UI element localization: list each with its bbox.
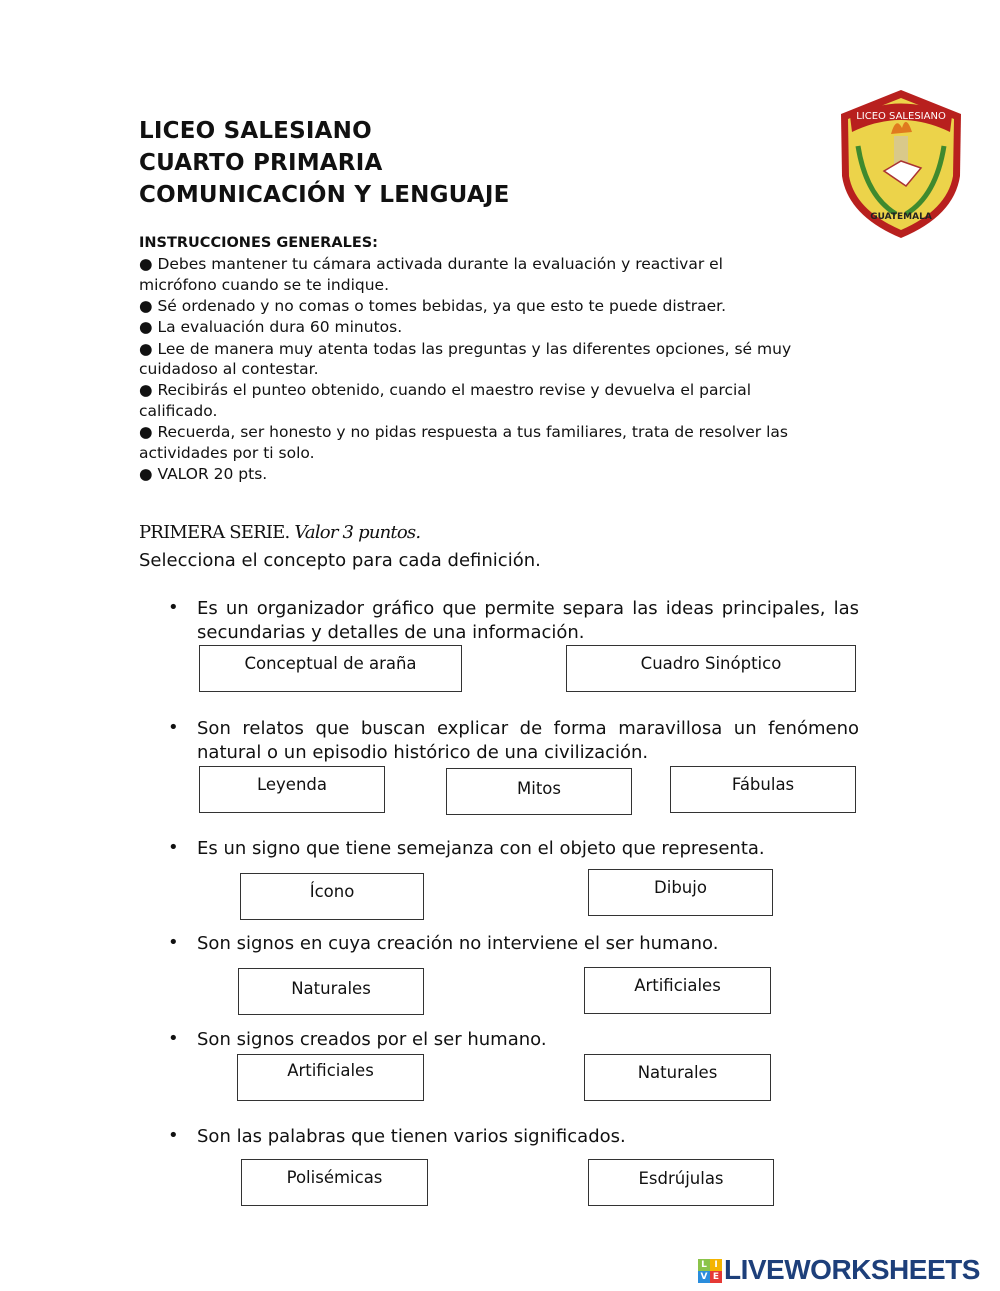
question-text: Es un signo que tiene semejanza con el objeto que representa. (197, 838, 765, 859)
school-name: LICEO SALESIANO (139, 118, 372, 144)
liveworksheets-logo: LIVEWORKSHEETS (724, 1254, 980, 1285)
instructions-title: INSTRUCCIONES GENERALES: (139, 235, 378, 251)
subject: COMUNICACIÓN Y LENGUAJE (139, 182, 510, 208)
question-text: Son las palabras que tienen varios significados. (197, 1126, 626, 1147)
answer-option[interactable]: Naturales (584, 1054, 771, 1101)
answer-option[interactable]: Polisémicas (241, 1159, 428, 1206)
series-value: Valor 3 puntos. (294, 522, 421, 543)
bullet-icon: • (168, 1028, 179, 1049)
instruction-line: actividades por ti solo. (139, 444, 315, 462)
bullet-icon: • (168, 597, 179, 618)
liveworksheets-badge-icon (698, 1259, 722, 1283)
grade: CUARTO PRIMARIA (139, 150, 383, 176)
answer-option[interactable]: Dibujo (588, 869, 773, 916)
answer-option[interactable]: Fábulas (670, 766, 856, 813)
instruction-line: ● Lee de manera muy atenta todas las preguntas y las diferentes opciones, sé muy (139, 340, 792, 358)
answer-option[interactable]: Conceptual de araña (199, 645, 462, 692)
answer-option[interactable]: Ícono (240, 873, 424, 920)
instruction-line: ● La evaluación dura 60 minutos. (139, 318, 403, 336)
bullet-icon: • (168, 717, 179, 738)
bullet-icon: • (168, 1125, 179, 1146)
instruction-line: ● Recuerda, ser honesto y no pidas respuesta a tus familiares, trata de resolver las (139, 423, 788, 441)
answer-option[interactable]: Mitos (446, 768, 632, 815)
svg-text:GUATEMALA: GUATEMALA (870, 212, 932, 222)
badge-letter: V (698, 1271, 710, 1283)
instruction-line: micrófono cuando se te indique. (139, 276, 390, 294)
question-text: Son signos en cuya creación no interviene el ser humano. (197, 933, 719, 954)
school-crest-logo (836, 86, 966, 241)
answer-option[interactable]: Cuadro Sinóptico (566, 645, 856, 692)
bullet-icon: • (168, 837, 179, 858)
instruction-line: ● VALOR 20 pts. (139, 465, 268, 483)
instruction-line: ● Recibirás el punteo obtenido, cuando el maestro revise y devuelva el parcial (139, 381, 752, 399)
answer-option[interactable]: Esdrújulas (588, 1159, 774, 1206)
answer-option[interactable]: Artificiales (237, 1054, 424, 1101)
question-text: Son relatos que buscan explicar de forma maravillosa un fenómeno natural o un episodio histórico de una civilización. (197, 718, 859, 763)
instruction-line: ● Sé ordenado y no comas o tomes bebidas, ya que esto te puede distraer. (139, 297, 727, 315)
series-title (139, 522, 420, 543)
answer-option[interactable]: Leyenda (199, 766, 385, 813)
badge-letter: L (698, 1259, 710, 1271)
answer-option[interactable]: Naturales (238, 968, 424, 1015)
instruction-line: calificado. (139, 402, 218, 420)
badge-letter: E (710, 1271, 722, 1283)
instruction-line: cuidadoso al contestar. (139, 360, 319, 378)
question-text: Son signos creados por el ser humano. (197, 1029, 547, 1050)
bullet-icon: • (168, 932, 179, 953)
badge-letter: I (710, 1259, 722, 1271)
series-name: PRIMERA SERIE. (139, 522, 290, 543)
instruction-line: ● Debes mantener tu cámara activada durante la evaluación y reactivar el (139, 255, 723, 273)
answer-option[interactable]: Artificiales (584, 967, 771, 1014)
question-text: Es un organizador gráfico que permite separa las ideas principales, las secundarias y detalles de una información. (197, 598, 859, 643)
svg-text:LICEO SALESIANO: LICEO SALESIANO (856, 111, 946, 122)
series-instruction: Selecciona el concepto para cada definición. (139, 550, 541, 571)
